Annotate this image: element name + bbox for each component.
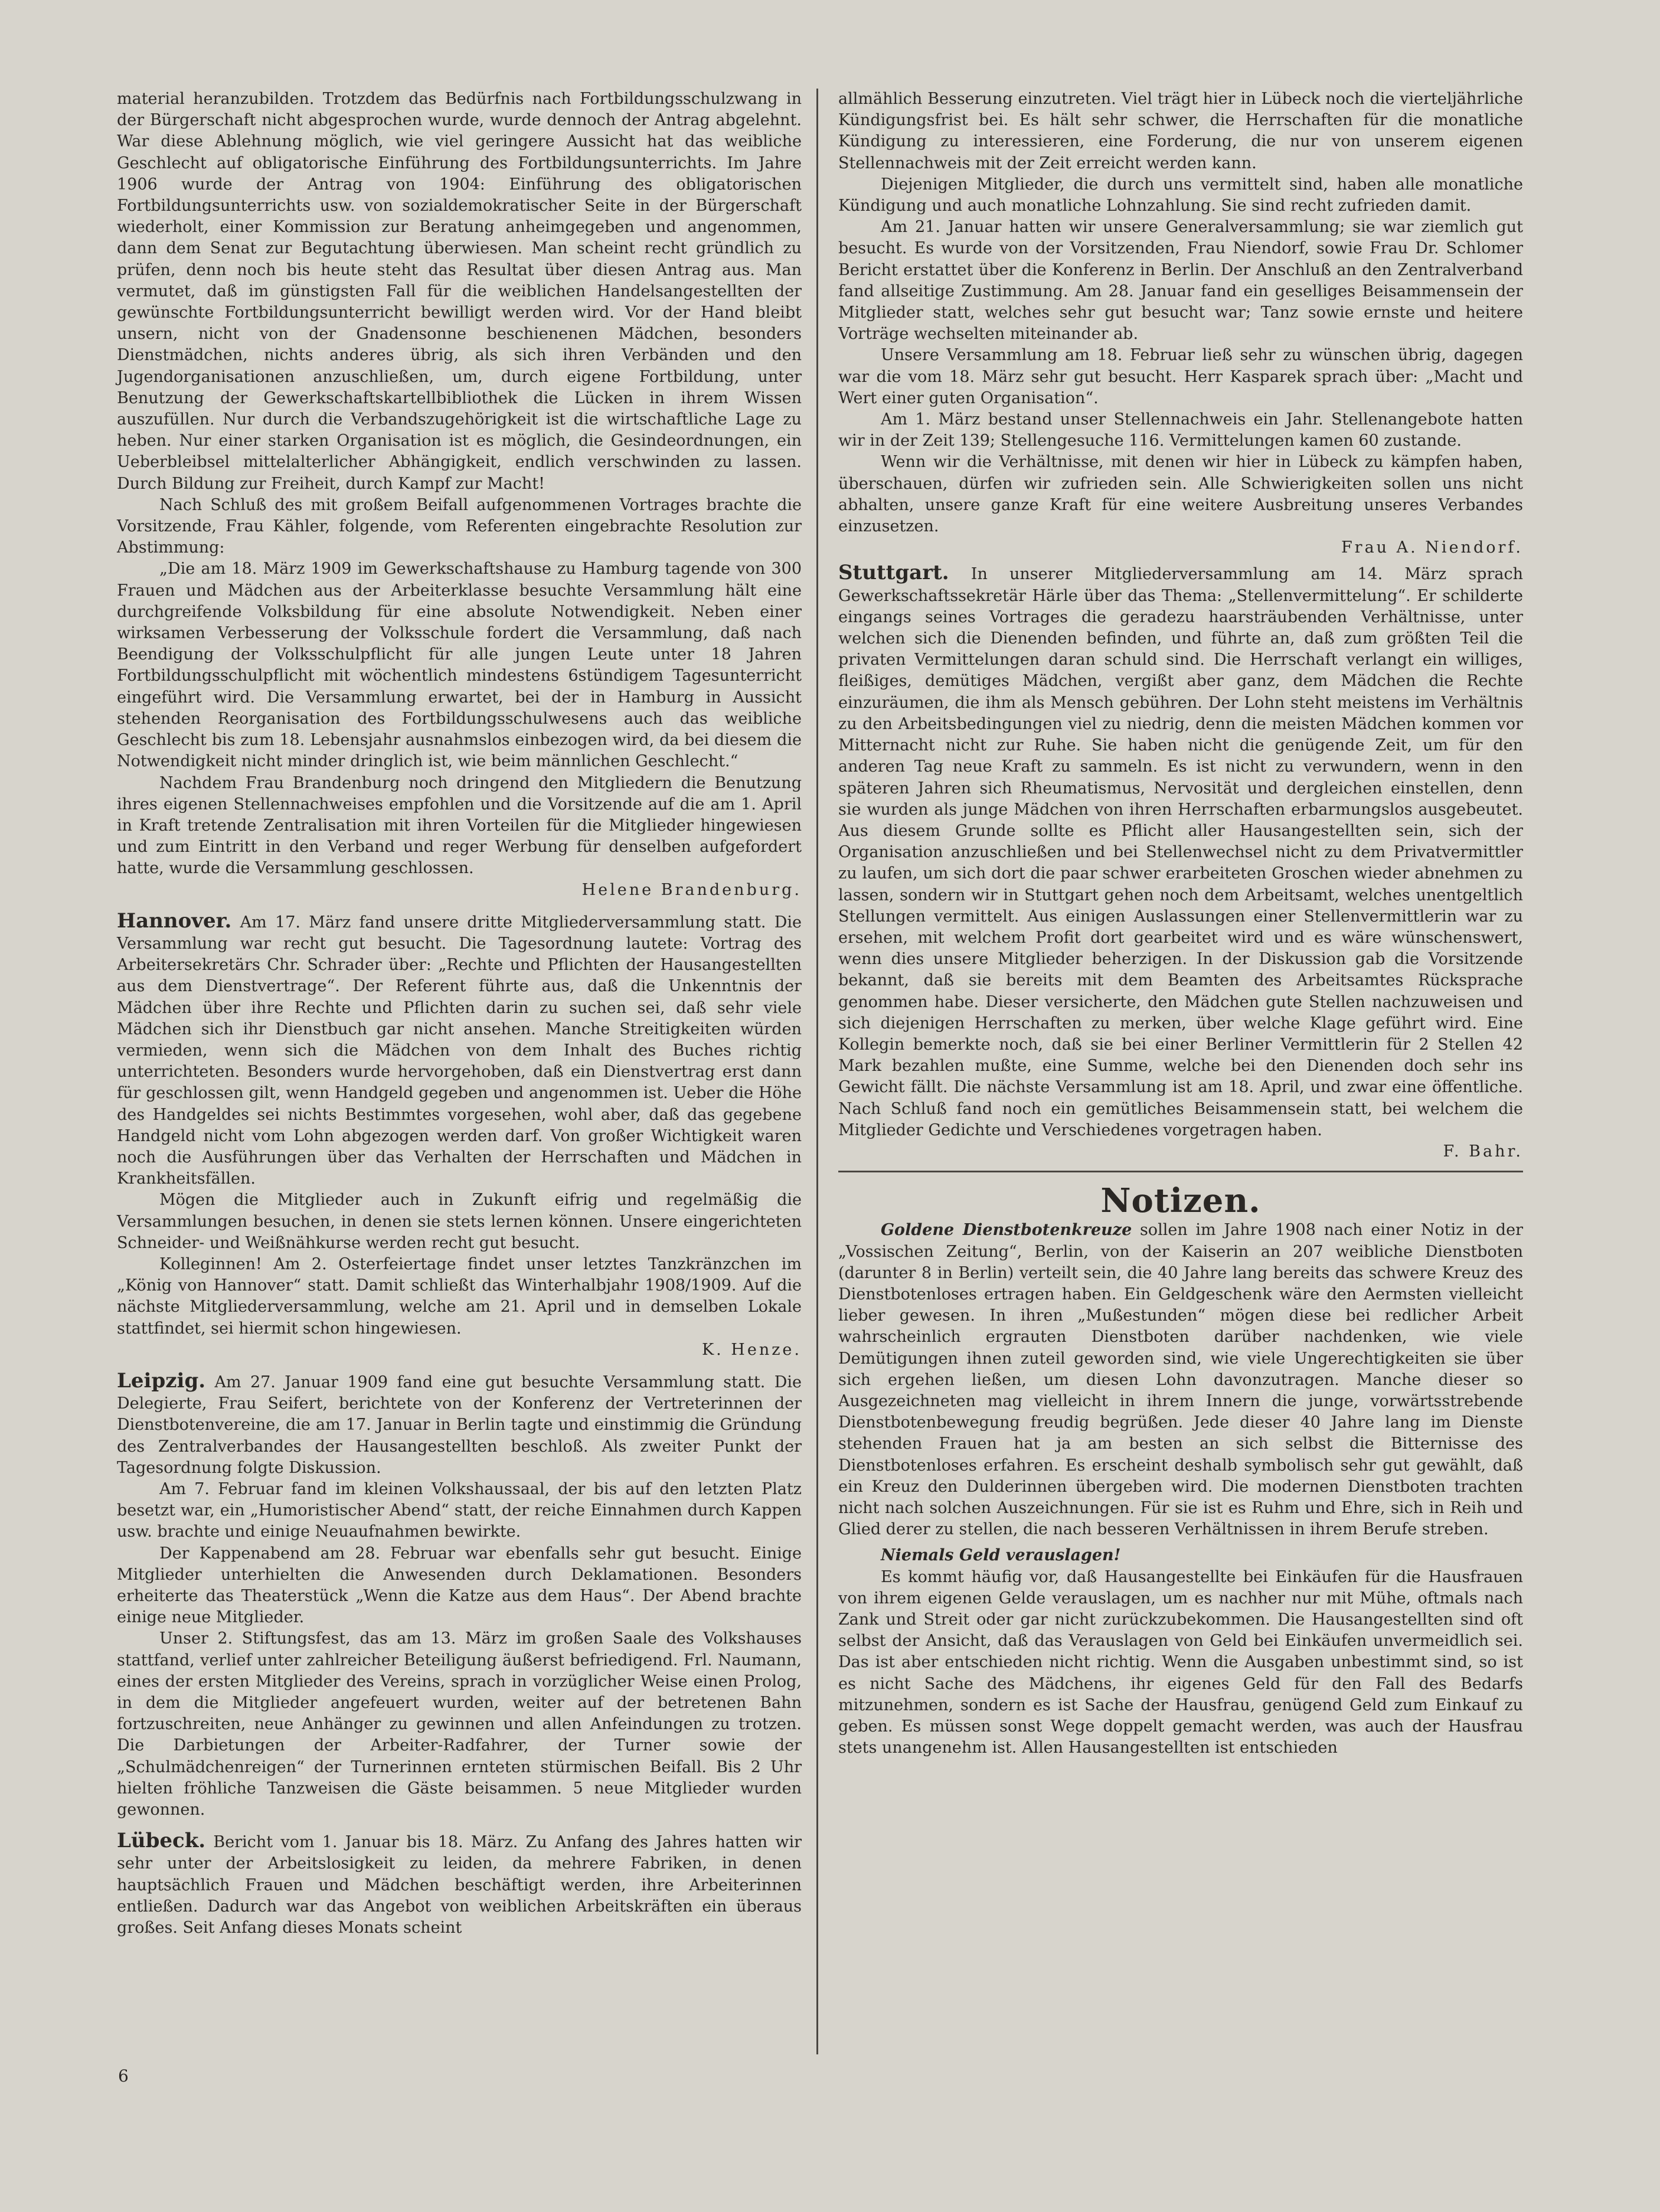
leipzig-heading: Leipzig.	[117, 1368, 206, 1393]
signature-bahr: F. Bahr.	[1443, 1142, 1523, 1161]
stuttgart-heading: Stuttgart.	[838, 561, 949, 585]
leipzig-paragraph-3: Der Kappenabend am 28. Februar war ebenfalls sehr gut besucht. Einige Mitglieder unterhielten die Anwesenden durch Deklamationen. Besonders erheiterte das Theaterstück „Wenn die Katze aus dem Haus“. Der Abend brachte einige neue Mitglieder.	[117, 1544, 802, 1627]
luebeck-text: Bericht vom 1. Januar bis 18. März. Zu Anfang des Jahres hatten wir sehr unter der Arbeitslosigkeit zu leiden, da mehrere Fabriken, in denen hauptsächlich Frauen und Mädchen beschäftigt werden, ihre Arbeiterinnen entließen. Dadurch war das Angebot von weiblichen Arbeitskräften ein überaus großes. Seit Anfang dieses Monats scheint	[117, 1833, 802, 1937]
leipzig-text: Am 27. Januar 1909 fand eine gut besuchte Versammlung statt. Die Delegierte, Frau Seifert, berichtete von der Konferenz der Vertreterinnen der Dienstbotenvereine, die am 17. Januar in Berlin tagte und einstimmig die Gründung des Zentralverbandes der Hausangestellten beschloß. Als zweiter Punkt der Tagesordnung folgte Diskussion.	[117, 1373, 802, 1477]
section-rule	[838, 1171, 1523, 1172]
luebeck-report	[117, 1830, 802, 1939]
leipzig-report	[117, 1370, 802, 1479]
intro-paragraph: material heranzubilden. Trotzdem das Bedürfnis nach Fortbildungsschulzwang in der Bürgerschaft nicht abgesprochen wurde, wurde dennoch der Antrag abgelehnt. War diese Ablehnung möglich, wie viel geringere Aussicht hat das weibliche Geschlecht auf obligatorische Einführung des Fortbildungsunterrichts. Im Jahre 1906 wurde der Antrag von 1904: Einführung des obligatorischen Fortbildungsunterrichts usw. von sozialdemokratischer Seite in der Bürgerschaft wiederholt, einer Kommission zur Beratung anheimgegeben und angenommen, dann dem Senat zur Begutachtung überwiesen. Man scheint recht gründlich zu prüfen, denn noch bis heute steht das Resultat über diesen Antrag aus. Man vermutet, daß im günstigsten Fall für die weiblichen Handelsangestellten der gewünschte Fortbildungsunterricht bewilligt werden wird. Vor der Hand bleibt unsern, nicht von der Gnadensonne beschienenen Mädchen, besonders Dienstmädchen, nichts anderes übrig, als sich ihren Verbänden und den Jugendorganisationen anzuschließen, um, durch eigene Fortbildung, unter Benutzung der Gewerkschaftskartellbibliothek die Lücken in ihrem Wissen auszufüllen. Nur durch die Verbandszugehörigkeit ist die wirtschaftliche Lage zu heben. Nur einer starken Organisation ist es möglich, die Gesindeordnungen, ein Ueberbleibsel mittelalterlicher Abhängigkeit, endlich verschwinden zu lassen. Durch Bildung zur Freiheit, durch Kampf zur Macht!	[117, 90, 802, 493]
hannover-report	[117, 910, 802, 1190]
signature-niendorf: Frau A. Niendorf.	[1341, 538, 1523, 557]
column-divider	[816, 89, 818, 2054]
luebeck-continued: allmählich Besserung einzutreten. Viel trägt hier in Lübeck noch die vierteljährliche Kündigungsfrist bei. Es hält sehr schwer, die Herrschaften für die monatliche Kündigung zu interessieren, eine Forderung, die nur von unserem eigenen Stellennachweis mit der Zeit erreicht werden kann.	[838, 90, 1523, 172]
luebeck-paragraph-2: Diejenigen Mitglieder, die durch uns vermittelt sind, haben alle monatliche Kündigung und auch monatliche Lohnzahlung. Sie sind recht zufrieden damit.	[838, 175, 1523, 215]
closing-paragraph: Nachdem Frau Brandenburg noch dringend den Mitgliedern die Benutzung ihres eigenen Stellennachweises empfohlen und die Vorsitzende auf die am 1. April in Kraft tretende Zentralisation mit ihren Vorteilen für die Mitglieder hingewiesen und zum Eintritt in den Verband und reger Werbung für denselben aufgefordert hatte, wurde die Versammlung geschlossen.	[117, 773, 802, 878]
leipzig-paragraph-4: Unser 2. Stiftungsfest, das am 13. März im großen Saale des Volkshauses stattfand, verlief unter zahlreicher Beteiligung äußerst befriedigend. Frl. Naumann, eines der ersten Mitglieder des Vereins, sprach in vorzüglicher Weise einen Prolog, in dem die Mitglieder angefeuert wurden, weiter auf der betretenen Bahn fortzuschreiten, neue Anhänger zu gewinnen und allen Anfeindungen zu trotzen. Die Darbietungen der Arbeiter-Radfahrer, der Turner sowie der „Schulmädchenreigen“ der Turnerinnen ernteten stürmischen Beifall. Bis 2 Uhr hielten fröhliche Tanzweisen die Gäste beisammen. 5 neue Mitglieder wurden gewonnen.	[117, 1629, 802, 1819]
notiz2-heading: Niemals Geld verauslagen!	[881, 1546, 1121, 1565]
after-talk-paragraph: Nach Schluß des mit großem Beifall aufgenommenen Vortrages brachte die Vorsitzende, Frau Kähler, folgende, vom Referenten eingebrachte Resolution zur Abstimmung:	[117, 495, 802, 557]
signature-brandenburg: Helene Brandenburg.	[581, 880, 802, 899]
luebeck-paragraph-5: Am 1. März bestand unser Stellennachweis ein Jahr. Stellenangebote hatten wir in der Zeit 139; Stellengesuche 116. Vermittelungen kamen 60 zustande.	[838, 410, 1523, 450]
left-column	[117, 89, 802, 1939]
page-number: 6	[118, 2066, 129, 2086]
hannover-paragraph-3: Kolleginnen! Am 2. Osterfeiertage findet unser letztes Tanzkränzchen im „König von Hannover“ statt. Damit schließt das Winterhalbjahr 1908/1909. Auf die nächste Mitgliederversammlung, welche am 21. April und in demselben Lokale stattfindet, sei hiermit schon hingewiesen.	[117, 1254, 802, 1338]
hannover-text: Am 17. März fand unsere dritte Mitgliederversammlung statt. Die Versammlung war recht gut besucht. Die Tagesordnung lautete: Vortrag des Arbeitersekretärs Chr. Schrader über: „Rechte und Pflichten der Hausangestellten aus dem Dienstvertrage“. Der Referent führte aus, daß die Unkenntnis der Mädchen über ihre Rechte und Pflichten darin zu suchen sei, daß sehr viele Mädchen sich ihr Dienstbuch gar nicht ansehen. Manche Streitigkeiten würden vermieden, wenn sich die Mädchen von dem Inhalt des Buches richtig unterrichteten. Besonders wurde hervorgehoben, daß ein Dienstvertrag erst dann für geschlossen gilt, wenn Handgeld gegeben und angenommen ist. Ueber die Höhe des Handgeldes sei nichts Bestimmtes vorgesehen, wohl aber, daß das gegebene Handgeld nicht vom Lohn abgezogen werden darf. Von großer Wichtigkeit waren noch die Ausführungen über das Verhalten der Herrschaften und Mädchen in Krankheitsfällen.	[117, 913, 802, 1188]
leipzig-paragraph-2: Am 7. Februar fand im kleinen Volkshaussaal, der bis auf den letzten Platz besetzt war, ein „Humoristischer Abend“ statt, der reiche Einnahmen durch Kappen usw. brachte und einige Neuaufnahmen bewirkte.	[117, 1480, 802, 1541]
notiz1-heading: Goldene Dienstbotenkreuze	[881, 1221, 1132, 1240]
notiz1-text: sollen im Jahre 1908 nach einer Notiz in der „Vossischen Zeitung“, Berlin, von der Kaiserin an 207 weibliche Dienstboten (darunter 8 in Berlin) verteilt sein, die 40 Jahre lang bereits das schwere Kreuz des Dienstbotenloses ertragen haben. Ein Geldgeschenk wäre den Aermsten vielleicht lieber gewesen. In ihren „Mußestunden“ mögen diese bei redlicher Arbeit wahrscheinlich ergrauten Dienstboten darüber nachdenken, wie viele Demütigungen ihnen zuteil geworden sind, wie viele Ungerechtigkeiten sie über sich ergehen ließen, um diesen Lohn davonzutragen. Manche dieser so Ausgezeichneten mag vielleicht in ihrem Innern die junge, vorwärtsstrebende Dienstbotenbewegung freudig begrüßen. Jede dieser 40 Jahre lang im Dienste stehenden Frauen hat ja am besten an sich selbst die Bitternisse des Dienstbotenloses erfahren. Es erscheint deshalb symbolisch sehr gut gewählt, daß ein Kreuz den Dulderinnen übergeben wird. Die modernen Dienstboten trachten nicht nach solchen Auszeichnungen. Für sie ist es Ruhm und Ehre, sich in Reih und Glied derer zu stellen, die nach besseren Verhältnissen in ihrem Berufe streben.	[838, 1221, 1523, 1539]
signature-henze: K. Henze.	[701, 1340, 802, 1359]
luebeck-paragraph-3: Am 21. Januar hatten wir unsere Generalversammlung; sie war ziemlich gut besucht. Es wurde von der Vorsitzenden, Frau Niendorf, sowie Frau Dr. Schlomer Bericht erstattet über die Konferenz in Berlin. Der Anschluß an den Zentralverband fand allseitige Zustimmung. Am 28. Januar fand ein geselliges Beisammensein der Mitglieder statt, welches sehr gut besucht war; Tanz sowie ernste und heitere Vorträge wechselten miteinander ab.	[838, 218, 1523, 344]
notiz2-heading-line	[838, 1545, 1523, 1566]
hannover-heading: Hannover.	[117, 909, 232, 933]
notiz2-text: Es kommt häufig vor, daß Hausangestellte bei Einkäufen für die Hausfrauen von ihrem eigenen Gelde verauslagen, um es nachher nur mit Mühe, oftmals nach Zank und Streit oder gar nicht zurückzubekommen. Die Hausangestellten sind oft selbst der Ansicht, daß das Verauslagen von Geld bei Einkäufen unvermeidlich sei. Das ist aber entschieden nicht richtig. Wenn die Ausgaben unbestimmt sind, so ist es nicht Sache des Mädchens, ihr eigenes Geld für den Fall des Bedarfs mitzunehmen, sondern es ist Sache der Hausfrau, genügend Geld zum Einkauf zu geben. Es müssen sonst Wege doppelt gemacht werden, was auch der Hausfrau stets unangenehm ist. Allen Hausangestellten ist entschieden	[838, 1567, 1523, 1757]
stuttgart-text: In unserer Mitgliederversammlung am 14. März sprach Gewerkschaftssekretär Härle über das Thema: „Stellenvermittelung“. Er schilderte eingangs seines Vortrages die geradezu haarsträubenden Verhältnisse, unter welchen sich die Dienenden befinden, und führte an, daß zum größten Teil die privaten Vermittelungen daran schuld sind. Die Herrschaft verlangt ein williges, fleißiges, demütiges Mädchen, vergißt aber ganz, dem Mädchen die Rechte einzuräumen, die ihm als Mensch gebühren. Der Lohn steht meistens im Verhältnis zu den Arbeitsbedingungen viel zu niedrig, denn die meisten Mädchen kommen vor Mitternacht nicht zur Ruhe. Sie haben nicht die genügende Zeit, um für den anderen Tag neue Kraft zu sammeln. Es ist nicht zu verwundern, wenn in den späteren Jahren sich Rheumatismus, Nervosität und dergleichen einstellen, denn sie wurden als junge Mädchen von ihren Herrschaften erbarmungslos ausgebeutet. Aus diesem Grunde sollte es Pflicht aller Hausangestellten sein, sich der Organisation anzuschließen und bei Stellenwechsel nicht zu dem Privatvermittler zu laufen, um sich dort die paar schwer erarbeiteten Groschen wieder abnehmen zu lassen, sondern wir in Stuttgart gehen noch dem Arbeitsamt, welches unentgeltlich Stellungen vermittelt. Aus einigen Auslassungen einer Stellenvermittlerin war zu ersehen, mit welchem Profit dort gearbeitet wird und es wäre wünschenswert, wenn dies unsere Mitglieder beherzigen. In der Diskussion gab die Vorsitzende bekannt, daß sie bereits mit dem Beamten des Arbeitsamtes Rücksprache genommen habe. Dieser versicherte, den Mädchen gute Stellen nachzuweisen und sich diejenigen Herrschaften zu merken, über welche Klage geführt wird. Eine Kollegin bemerkte noch, daß sie bei einer Berliner Vermittlerin für 2 Stellen 42 Mark bezahlen mußte, eine Summe, welche bei den Dienenden doch sehr ins Gewicht fällt. Die nächste Versammlung ist am 18. April, und zwar eine öffentliche. Nach Schluß fand noch ein gemütliches Beisammensein statt, bei welchem die Mitglieder Gedichte und Verschiedenes vorgetragen haben.	[838, 565, 1523, 1139]
hannover-paragraph-2: Mögen die Mitglieder auch in Zukunft eifrig und regelmäßig die Versammlungen besuchen, in denen sie stets lernen können. Unsere eingerichteten Schneider- und Weißnähkurse werden recht gut besucht.	[117, 1191, 802, 1252]
stuttgart-report	[838, 562, 1523, 1141]
resolution-paragraph: „Die am 18. März 1909 im Gewerkschaftshause zu Hamburg tagende von 300 Frauen und Mädchen aus der Arbeiterklasse besuchte Versammlung hält eine durchgreifende Volksbildung für eine absolute Notwendigkeit. Neben einer wirksamen Verbesserung der Volksschule fordert die Versammlung, daß nach Beendigung der Volksschulpflicht für alle jungen Leute unter 18 Jahren Fortbildungsschulpflicht mit wöchentlich mindestens 6stündigem Tagesunterricht eingeführt wird. Die Versammlung erwartet, bei der in Hamburg in Aussicht stehenden Reorganisation des Fortbildungsschulwesens auch das weibliche Geschlecht bis zum 18. Lebensjahr ausnahmslos einbezogen wird, da bei diesem die Notwendigkeit nicht minder dringlich ist, wie beim männlichen Geschlecht.“	[117, 560, 802, 771]
notizen-heading: Notizen.	[1100, 1181, 1261, 1221]
notiz-dienstbotenkreuze	[838, 1220, 1523, 1540]
luebeck-heading: Lübeck.	[117, 1829, 206, 1853]
right-column	[838, 89, 1523, 1759]
luebeck-paragraph-4: Unsere Versammlung am 18. Februar ließ sehr zu wünschen übrig, dagegen war die vom 18. März sehr gut besucht. Herr Kasparek sprach über: „Macht und Wert einer guten Organisation“.	[838, 346, 1523, 407]
luebeck-paragraph-6: Wenn wir die Verhältnisse, mit denen wir hier in Lübeck zu kämpfen haben, überschauen, dürfen wir zufrieden sein. Alle Schwierigkeiten sollen uns nicht abhalten, unsere ganze Kraft für eine weitere Ausbreitung unseres Verbandes einzusetzen.	[838, 453, 1523, 536]
